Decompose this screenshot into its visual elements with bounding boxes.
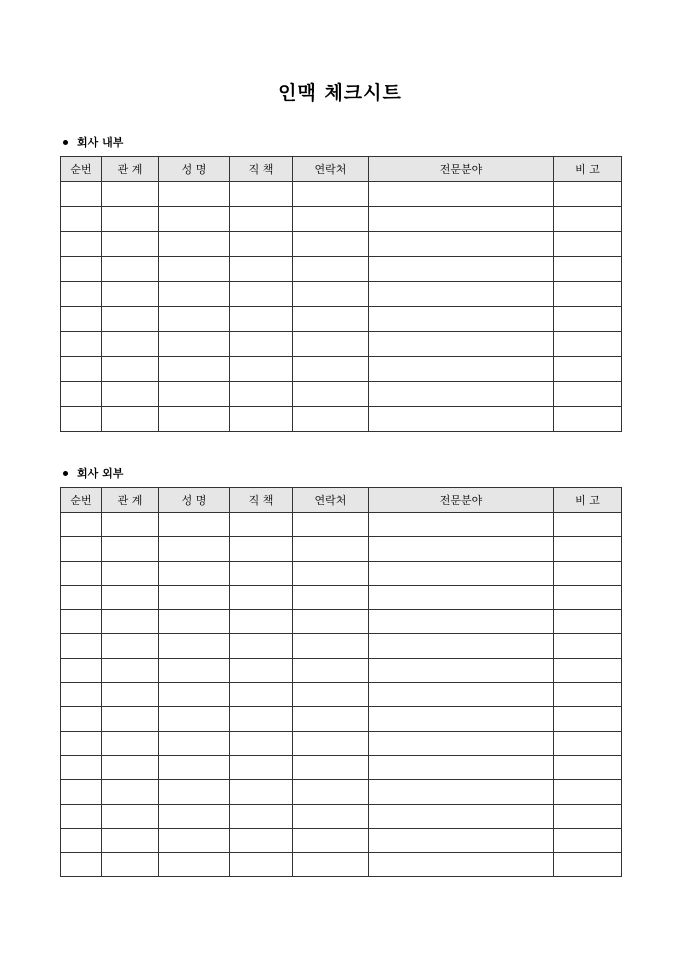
cell-relation[interactable] xyxy=(102,853,159,877)
cell-note[interactable] xyxy=(554,332,622,357)
table-row xyxy=(61,513,622,537)
cell-position[interactable] xyxy=(230,513,293,537)
cell-note[interactable] xyxy=(554,658,622,682)
cell-position[interactable] xyxy=(230,382,293,407)
cell-position[interactable] xyxy=(230,257,293,282)
cell-relation[interactable] xyxy=(102,731,159,755)
cell-name[interactable] xyxy=(159,307,230,332)
cell-position[interactable] xyxy=(230,780,293,804)
cell-name[interactable] xyxy=(159,853,230,877)
cell-note[interactable] xyxy=(554,561,622,585)
cell-position[interactable] xyxy=(230,307,293,332)
cell-position[interactable] xyxy=(230,282,293,307)
cell-position[interactable] xyxy=(230,658,293,682)
cell-expertise[interactable] xyxy=(369,407,554,432)
cell-expertise[interactable] xyxy=(369,804,554,828)
cell-position[interactable] xyxy=(230,207,293,232)
column-header-name: 성 명 xyxy=(159,488,230,513)
cell-expertise[interactable] xyxy=(369,537,554,561)
cell-contact[interactable] xyxy=(293,232,369,257)
table-row xyxy=(61,407,622,432)
cell-name[interactable] xyxy=(159,357,230,382)
cell-name[interactable] xyxy=(159,610,230,634)
cell-position[interactable] xyxy=(230,634,293,658)
table-row xyxy=(61,357,622,382)
table-row xyxy=(61,182,622,207)
cell-note[interactable] xyxy=(554,513,622,537)
table-row xyxy=(61,780,622,804)
cell-name[interactable] xyxy=(159,804,230,828)
cell-number[interactable] xyxy=(61,382,102,407)
cell-relation[interactable] xyxy=(102,332,159,357)
cell-name[interactable] xyxy=(159,407,230,432)
cell-relation[interactable] xyxy=(102,804,159,828)
column-header-position: 직 책 xyxy=(230,488,293,513)
cell-relation[interactable] xyxy=(102,658,159,682)
cell-expertise[interactable] xyxy=(369,828,554,852)
cell-position[interactable] xyxy=(230,332,293,357)
cell-relation[interactable] xyxy=(102,282,159,307)
cell-name[interactable] xyxy=(159,232,230,257)
cell-contact[interactable] xyxy=(293,332,369,357)
cell-name[interactable] xyxy=(159,634,230,658)
cell-expertise[interactable] xyxy=(369,257,554,282)
cell-number[interactable] xyxy=(61,357,102,382)
cell-position[interactable] xyxy=(230,407,293,432)
cell-contact[interactable] xyxy=(293,537,369,561)
section-heading-internal xyxy=(61,134,123,150)
cell-note[interactable] xyxy=(554,804,622,828)
cell-position[interactable] xyxy=(230,610,293,634)
cell-number[interactable] xyxy=(61,232,102,257)
external-contacts-table xyxy=(60,487,622,877)
table-row xyxy=(61,382,622,407)
cell-contact[interactable] xyxy=(293,658,369,682)
cell-relation[interactable] xyxy=(102,610,159,634)
cell-position[interactable] xyxy=(230,853,293,877)
cell-note[interactable] xyxy=(554,585,622,609)
cell-note[interactable] xyxy=(554,307,622,332)
cell-number[interactable] xyxy=(61,634,102,658)
cell-number[interactable] xyxy=(61,585,102,609)
cell-contact[interactable] xyxy=(293,307,369,332)
cell-note[interactable] xyxy=(554,828,622,852)
external-table-body xyxy=(61,513,622,877)
table-row xyxy=(61,332,622,357)
section-heading-label: 회사 외부 xyxy=(77,467,124,480)
cell-number[interactable] xyxy=(61,537,102,561)
cell-note[interactable] xyxy=(554,257,622,282)
table-row xyxy=(61,610,622,634)
cell-contact[interactable] xyxy=(293,683,369,707)
cell-contact[interactable] xyxy=(293,407,369,432)
section-heading-label: 회사 내부 xyxy=(77,136,124,149)
table-row xyxy=(61,828,622,852)
cell-number[interactable] xyxy=(61,731,102,755)
cell-number[interactable] xyxy=(61,407,102,432)
cell-relation[interactable] xyxy=(102,382,159,407)
cell-number[interactable] xyxy=(61,182,102,207)
cell-note[interactable] xyxy=(554,282,622,307)
cell-name[interactable] xyxy=(159,707,230,731)
cell-contact[interactable] xyxy=(293,804,369,828)
cell-position[interactable] xyxy=(230,561,293,585)
cell-position[interactable] xyxy=(230,537,293,561)
cell-relation[interactable] xyxy=(102,307,159,332)
column-header-note: 비 고 xyxy=(554,488,622,513)
cell-note[interactable] xyxy=(554,537,622,561)
cell-contact[interactable] xyxy=(293,207,369,232)
cell-number[interactable] xyxy=(61,853,102,877)
cell-name[interactable] xyxy=(159,382,230,407)
column-header-contact: 연락처 xyxy=(293,157,369,182)
cell-expertise[interactable] xyxy=(369,610,554,634)
cell-contact[interactable] xyxy=(293,610,369,634)
cell-relation[interactable] xyxy=(102,257,159,282)
cell-contact[interactable] xyxy=(293,585,369,609)
table-row xyxy=(61,561,622,585)
table-row xyxy=(61,658,622,682)
cell-expertise[interactable] xyxy=(369,332,554,357)
cell-number[interactable] xyxy=(61,683,102,707)
column-header-note: 비 고 xyxy=(554,157,622,182)
cell-expertise[interactable] xyxy=(369,182,554,207)
table-row xyxy=(61,232,622,257)
cell-contact[interactable] xyxy=(293,282,369,307)
cell-number[interactable] xyxy=(61,780,102,804)
cell-expertise[interactable] xyxy=(369,707,554,731)
cell-contact[interactable] xyxy=(293,780,369,804)
cell-number[interactable] xyxy=(61,658,102,682)
cell-name[interactable] xyxy=(159,683,230,707)
cell-contact[interactable] xyxy=(293,828,369,852)
cell-contact[interactable] xyxy=(293,257,369,282)
cell-number[interactable] xyxy=(61,257,102,282)
cell-name[interactable] xyxy=(159,828,230,852)
column-header-expertise: 전문분야 xyxy=(369,488,554,513)
cell-number[interactable] xyxy=(61,282,102,307)
cell-contact[interactable] xyxy=(293,853,369,877)
cell-expertise[interactable] xyxy=(369,755,554,779)
column-header-number: 순번 xyxy=(61,157,102,182)
cell-note[interactable] xyxy=(554,207,622,232)
cell-relation[interactable] xyxy=(102,585,159,609)
column-header-contact: 연락처 xyxy=(293,488,369,513)
table-row xyxy=(61,634,622,658)
table-row xyxy=(61,585,622,609)
cell-contact[interactable] xyxy=(293,634,369,658)
cell-name[interactable] xyxy=(159,537,230,561)
cell-relation[interactable] xyxy=(102,755,159,779)
cell-number[interactable] xyxy=(61,207,102,232)
cell-number[interactable] xyxy=(61,804,102,828)
cell-contact[interactable] xyxy=(293,182,369,207)
cell-expertise[interactable] xyxy=(369,634,554,658)
cell-number[interactable] xyxy=(61,707,102,731)
cell-relation[interactable] xyxy=(102,780,159,804)
cell-relation[interactable] xyxy=(102,357,159,382)
cell-number[interactable] xyxy=(61,513,102,537)
cell-name[interactable] xyxy=(159,257,230,282)
cell-contact[interactable] xyxy=(293,513,369,537)
cell-relation[interactable] xyxy=(102,561,159,585)
cell-position[interactable] xyxy=(230,232,293,257)
table-row xyxy=(61,683,622,707)
cell-position[interactable] xyxy=(230,731,293,755)
cell-name[interactable] xyxy=(159,755,230,779)
cell-relation[interactable] xyxy=(102,207,159,232)
cell-expertise[interactable] xyxy=(369,207,554,232)
cell-position[interactable] xyxy=(230,683,293,707)
table-row xyxy=(61,853,622,877)
cell-name[interactable] xyxy=(159,207,230,232)
cell-position[interactable] xyxy=(230,182,293,207)
cell-expertise[interactable] xyxy=(369,585,554,609)
column-header-expertise: 전문분야 xyxy=(369,157,554,182)
cell-name[interactable] xyxy=(159,585,230,609)
cell-contact[interactable] xyxy=(293,382,369,407)
cell-name[interactable] xyxy=(159,658,230,682)
cell-name[interactable] xyxy=(159,561,230,585)
cell-contact[interactable] xyxy=(293,707,369,731)
table-row xyxy=(61,731,622,755)
table-row xyxy=(61,282,622,307)
cell-number[interactable] xyxy=(61,828,102,852)
cell-contact[interactable] xyxy=(293,731,369,755)
cell-position[interactable] xyxy=(230,707,293,731)
table-row xyxy=(61,755,622,779)
column-header-relation: 관 계 xyxy=(102,488,159,513)
cell-relation[interactable] xyxy=(102,182,159,207)
cell-note[interactable] xyxy=(554,357,622,382)
cell-name[interactable] xyxy=(159,182,230,207)
cell-expertise[interactable] xyxy=(369,780,554,804)
cell-relation[interactable] xyxy=(102,513,159,537)
column-header-position: 직 책 xyxy=(230,157,293,182)
cell-relation[interactable] xyxy=(102,683,159,707)
table-row xyxy=(61,804,622,828)
cell-expertise[interactable] xyxy=(369,307,554,332)
cell-note[interactable] xyxy=(554,634,622,658)
section-heading-external xyxy=(61,465,123,481)
cell-expertise[interactable] xyxy=(369,357,554,382)
internal-contacts-table xyxy=(60,156,622,432)
cell-note[interactable] xyxy=(554,610,622,634)
cell-position[interactable] xyxy=(230,828,293,852)
cell-expertise[interactable] xyxy=(369,513,554,537)
cell-note[interactable] xyxy=(554,780,622,804)
cell-note[interactable] xyxy=(554,683,622,707)
cell-note[interactable] xyxy=(554,382,622,407)
cell-number[interactable] xyxy=(61,561,102,585)
cell-relation[interactable] xyxy=(102,232,159,257)
column-header-number: 순번 xyxy=(61,488,102,513)
cell-number[interactable] xyxy=(61,610,102,634)
cell-position[interactable] xyxy=(230,804,293,828)
cell-expertise[interactable] xyxy=(369,382,554,407)
cell-relation[interactable] xyxy=(102,634,159,658)
cell-expertise[interactable] xyxy=(369,658,554,682)
cell-contact[interactable] xyxy=(293,561,369,585)
cell-contact[interactable] xyxy=(293,357,369,382)
cell-note[interactable] xyxy=(554,232,622,257)
cell-name[interactable] xyxy=(159,513,230,537)
cell-expertise[interactable] xyxy=(369,683,554,707)
cell-relation[interactable] xyxy=(102,407,159,432)
cell-relation[interactable] xyxy=(102,537,159,561)
internal-table-body xyxy=(61,182,622,432)
cell-number[interactable] xyxy=(61,307,102,332)
cell-name[interactable] xyxy=(159,780,230,804)
cell-expertise[interactable] xyxy=(369,282,554,307)
bullet-dot-icon xyxy=(63,140,68,145)
cell-note[interactable] xyxy=(554,755,622,779)
cell-position[interactable] xyxy=(230,357,293,382)
cell-relation[interactable] xyxy=(102,707,159,731)
cell-position[interactable] xyxy=(230,585,293,609)
bullet-dot-icon xyxy=(63,471,68,476)
cell-name[interactable] xyxy=(159,731,230,755)
table-row xyxy=(61,207,622,232)
cell-name[interactable] xyxy=(159,332,230,357)
cell-expertise[interactable] xyxy=(369,853,554,877)
column-header-name: 성 명 xyxy=(159,157,230,182)
cell-expertise[interactable] xyxy=(369,232,554,257)
cell-number[interactable] xyxy=(61,332,102,357)
table-row xyxy=(61,257,622,282)
table-row xyxy=(61,537,622,561)
cell-number[interactable] xyxy=(61,755,102,779)
cell-note[interactable] xyxy=(554,407,622,432)
table-row xyxy=(61,307,622,332)
cell-note[interactable] xyxy=(554,853,622,877)
cell-expertise[interactable] xyxy=(369,561,554,585)
page-title: 인맥 체크시트 xyxy=(278,82,402,104)
cell-contact[interactable] xyxy=(293,755,369,779)
cell-note[interactable] xyxy=(554,731,622,755)
table-row xyxy=(61,707,622,731)
cell-note[interactable] xyxy=(554,182,622,207)
cell-name[interactable] xyxy=(159,282,230,307)
table-header-row xyxy=(61,157,622,182)
cell-relation[interactable] xyxy=(102,828,159,852)
cell-expertise[interactable] xyxy=(369,731,554,755)
cell-position[interactable] xyxy=(230,755,293,779)
cell-note[interactable] xyxy=(554,707,622,731)
table-header-row xyxy=(61,488,622,513)
column-header-relation: 관 계 xyxy=(102,157,159,182)
